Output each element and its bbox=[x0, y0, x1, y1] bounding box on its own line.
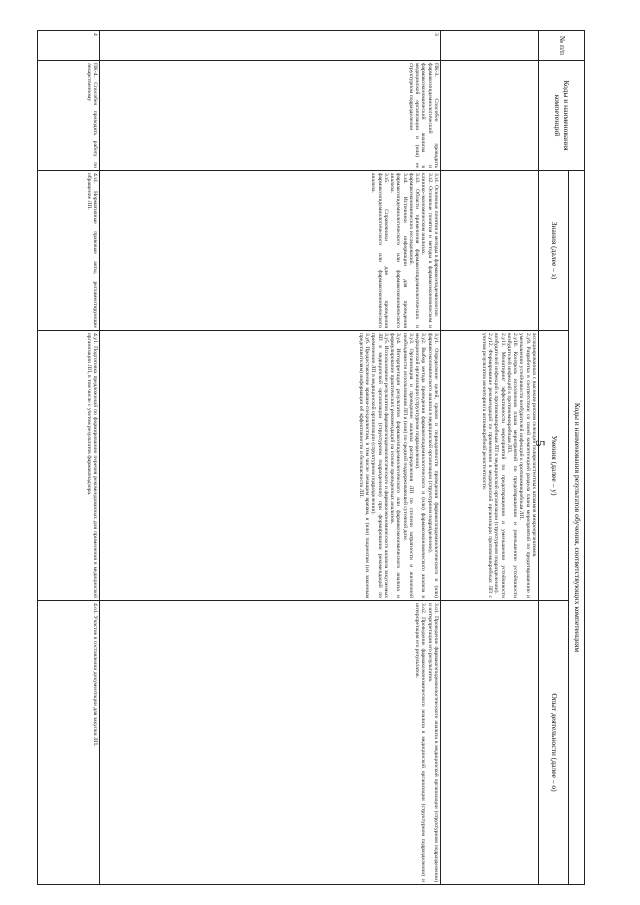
cell-line: 3.у1. Определение целей, сроков и периодичности проведения фармакоэпидемиологического и (или) фармакоэкономического анализа в медицинской организации (структурном подразделении). bbox=[426, 333, 439, 598]
cell-experience bbox=[38, 601, 100, 885]
cell-line: 4.у1. Подготовка предложений по формированию перечня рекомендованных для применения в медицинской организации ЛП, в том числе с учетом результатов фармаконадзора. bbox=[85, 333, 98, 598]
cell-skills bbox=[38, 331, 100, 601]
cell-line: 3.з3. Области применения фармакоэпидемиологических и фармакоэкономических исследований. bbox=[407, 173, 421, 328]
cell-line: 3.у5. Использование результатов фармакоэпидемиологического и фармакоэкономического анализа закупаемых ЛП в медицинской организации (структурном подразделении) при формировании рекомендаций по применению ЛП в медицинской организации (структурном подразделении). bbox=[370, 333, 389, 598]
cell-line: 3.з1. Основные понятия и методы в фармакоэпидемиологии. bbox=[432, 173, 439, 318]
header-num: № п/п bbox=[539, 31, 585, 61]
competency-table bbox=[37, 30, 585, 885]
cell-num bbox=[440, 31, 538, 61]
cell-line: 3.з2. Основные понятия и методы в фармакоэкономическом и клинико-экономическом анализах. bbox=[420, 173, 433, 328]
cell-line: ассоциированных с высоким риском селекции полирезистентных штаммов микроорганизмов. bbox=[531, 333, 537, 558]
cell-line: 2.у12. Формирование рекомендаций по применению в медицинской организации противомикробных ЛП с учетом результатов мониторинга антимикробной резистентности. bbox=[481, 333, 494, 598]
cell-experience bbox=[440, 601, 538, 885]
cell-line: 3.з5. Справочники для проведения фармакоэпидемиологического или фармакоэкономического анализа. bbox=[370, 173, 389, 328]
table-row bbox=[38, 31, 100, 885]
cell-competence bbox=[440, 61, 538, 171]
header-knowledge: Знания (далее – з) bbox=[539, 171, 569, 331]
header-experience: Опыт деятельности (далее – о) bbox=[539, 601, 569, 885]
cell-line: 3.у2. Выбор метода проведения фармакоэпидемиологического и (или) фармакоэкономического анализа в медицинской организации (структурном подразделении). bbox=[414, 333, 427, 598]
cell-line: 3.у4. Интерпретация результатов фармакоэпидемиологического или фармакоэкономического анализа и формулирование практических рекомендаций на основе проведенных анализов. bbox=[389, 333, 402, 598]
cell-line: 4.о1. Участие в составлении документации для закупки ЛП. bbox=[92, 603, 98, 747]
cell-line: 2.у11. Мониторинг эффективности мероприятий по предотвращению и уменьшению устойчивости возбудителей инфекций к противомикробным ЛП в медицинской организации (структурном подразделении). bbox=[493, 333, 506, 598]
cell-line: 3.у3. Организация и проведение анализа распределения ЛП по степени затратности и жизненной необходимости использования ЛП и (или) по средней поддерживающей суточной дозе. bbox=[401, 333, 414, 598]
header-skills: Умения (далее – у) bbox=[539, 331, 569, 601]
cell-knowledge bbox=[440, 171, 538, 331]
header-group: Коды и наименования результатов обучения, соответствующих компетенциям bbox=[569, 171, 585, 885]
cell-knowledge bbox=[100, 171, 441, 331]
cell-skills bbox=[440, 331, 538, 601]
cell-competence: ПК-3. Способен проводить фармакоэпидемиологический и фармакоэкономический анализы в медицинской организации и (или) ее структурном подразделении bbox=[100, 61, 441, 171]
rotated-table-wrapper bbox=[37, 30, 585, 885]
table-body bbox=[38, 31, 539, 885]
cell-competence: ПК-4. Способен проводить работу по лекарственному bbox=[38, 61, 100, 171]
cell-knowledge bbox=[38, 171, 100, 331]
page-number: 5 bbox=[533, 440, 548, 447]
cell-experience bbox=[100, 601, 441, 885]
cell-num: 3 bbox=[100, 31, 441, 61]
table-row bbox=[100, 31, 441, 885]
cell-line: 4.з1. Нормативные правовые акты, регламентирующие обращение ЛП. bbox=[85, 173, 98, 328]
cell-line: 2.у10. Контроль исполнения плана мероприятий по предотвращению и уменьшению устойчивости возбудителей инфекций к противомикробным ЛП. bbox=[506, 333, 519, 598]
header-competence: Коды и наименования компетенций bbox=[539, 61, 585, 171]
cell-line: 3.о2. Проведение фармакоэкономического анализа в медицинской организации (структурном подразделении) и интерпретация его результатов. bbox=[414, 603, 427, 882]
cell-line: 3.у6. Предоставление врачам-специалистам, в том числе лечащим врачам, и (или) пациентам (их законным представителям) информации об эффективности и безопасности ЛП. bbox=[357, 333, 371, 598]
cell-line: 3.з4. Источники информации для проведения фармакоэпидемиологического или фармакоэкономического анализа. bbox=[389, 173, 408, 328]
table-row bbox=[440, 31, 538, 885]
cell-skills bbox=[100, 331, 441, 601]
cell-num: 4 bbox=[38, 31, 100, 61]
cell-line: 2.у9. Разработка в соответствии со своей компетенцией раздела плана мероприятий по предотвращению и уменьшению устойчивости возбудителей инфекций к противомикробным ЛП. bbox=[518, 333, 531, 598]
cell-line: 3.о1. Проведение фармакоэпидемиологического анализа в медицинской организации (структурном подразделении) и интерпретация его результатов. bbox=[426, 603, 439, 882]
